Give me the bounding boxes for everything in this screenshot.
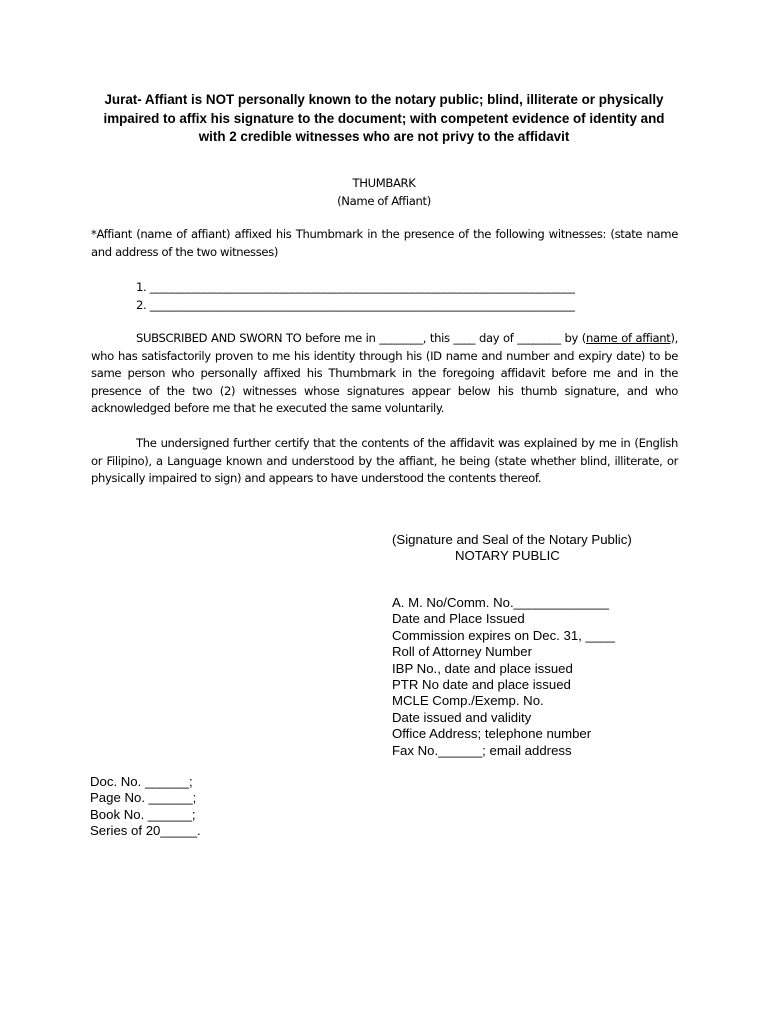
certify-paragraph: The undersigned further certify that the contents of the affidavit was explained by me in (English or Filipino), a Language known and understood by the affiant, he being (state whether blind, illiterate, or physically impaired to sign) and appears to have understood the contents thereof. <box>91 436 678 486</box>
series-line: Series of 20_____. <box>90 823 201 839</box>
notary-detail-line: Date issued and validity <box>392 709 532 725</box>
notary-detail-line: Date and Place Issued <box>392 611 525 627</box>
notary-signature-label: (Signature and Seal of the Notary Public) <box>392 532 632 547</box>
book-no-line: Book No. ______; <box>90 806 196 822</box>
subscribed-paragraph <box>91 330 678 418</box>
notary-detail-line: IBP No., date and place issued <box>392 660 573 676</box>
title-line: Jurat- Affiant is NOT personally known to the notary public; blind, illiterate or physically <box>104 92 664 107</box>
notary-detail-line: PTR No date and place issued <box>392 677 571 693</box>
title-line: with 2 credible witnesses who are not privy to the affidavit <box>198 129 570 144</box>
document-title <box>80 91 688 147</box>
witness-line-1: 1. ______________________________________________________________________________ <box>136 280 575 294</box>
notary-detail-line: A. M. No/Comm. No._____________ <box>392 595 609 610</box>
title-line: impaired to affix his signature to the document; with competent evidence of identity and <box>103 110 665 126</box>
thumbmark-label: THUMBARK <box>352 176 416 190</box>
subscribed-text-before: SUBSCRIBED AND SWORN TO before me in ________, this ____ day of ________ by ( <box>136 331 586 345</box>
name-of-affiant-label: (Name of Affiant) <box>337 194 431 208</box>
affiant-statement: *Affiant (name of affiant) affixed his Thumbmark in the presence of the following witnesses: (state name and address of the two witnesses) <box>91 227 678 259</box>
notary-detail-line: Roll of Attorney Number <box>392 644 532 660</box>
notary-detail-line: Fax No.______; email address <box>392 742 572 758</box>
notary-signature-block <box>392 532 632 565</box>
witness-line-2: 2. ______________________________________________________________________________ <box>136 298 575 312</box>
notary-detail-line: Commission expires on Dec. 31, ____ <box>392 627 615 643</box>
subscribed-text-after: ), who has satisfactorily proven to me his identity through his (ID name and number and expiry date) to be same person who personally affixed his Thumbmark in the foregoing affidavit before me and in the presence of the two (2) witnesses whose signatures appear below his thumb signature, and who acknowledged before me that he executed the same voluntarily. <box>91 331 678 416</box>
notary-detail-line: Office Address; telephone number <box>392 726 592 742</box>
page-no-line: Page No. ______; <box>90 790 197 806</box>
doc-no-line: Doc. No. ______; <box>90 774 193 789</box>
document-register-info <box>90 774 201 840</box>
notary-detail-line: MCLE Comp./Exemp. No. <box>392 693 544 709</box>
notary-public-label: NOTARY PUBLIC <box>455 548 560 564</box>
notary-details <box>392 595 615 759</box>
affiant-name-placeholder: name of affiant <box>585 331 671 345</box>
